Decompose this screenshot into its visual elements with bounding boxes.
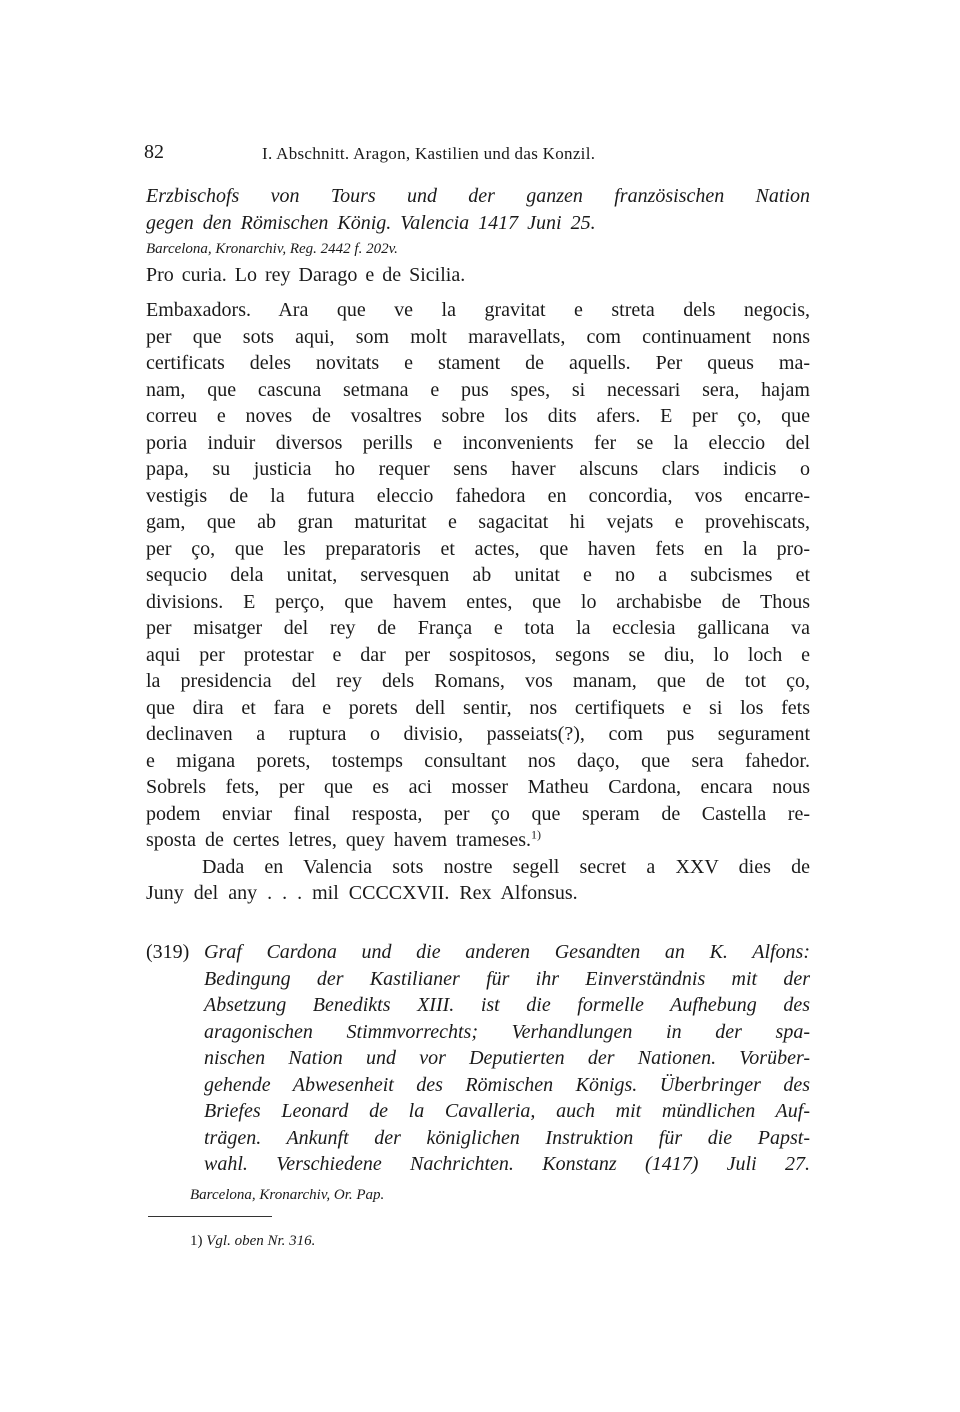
letter-line: per que sots aqui, som molt maravellats, com continuament nons (146, 325, 810, 348)
letter-line: que dira et fara e porets dell sentir, nos certifiquets e si los fets (146, 696, 810, 719)
letter-line-text: sposta de certes letres, quey havem trameses. (146, 829, 531, 851)
document-title (146, 183, 810, 289)
letter-line: Sobrels fets, per que es aci mosser Matheu Cardona, encara nous (146, 776, 810, 798)
entry-line: Briefes Leonard de la Cavalleria, auch mit mündlichen Auf- (204, 1100, 810, 1122)
letter-line: vestigis de la futura eleccio fahedora en concordia, vos encarre- (146, 484, 810, 507)
page-number: 82 (144, 141, 164, 163)
letter-line: podem enviar final resposta, per ço que speram de Castella re- (146, 802, 810, 825)
footnote (190, 1230, 315, 1252)
entry-line: wahl. Verschiedene Nachrichten. Konstanz (1417) Juli 27. (204, 1153, 810, 1175)
letter-line: nam, que cascuna setmana e pus spes, si necessari sera, hajam (146, 378, 810, 401)
closing-line: Dada en Valencia sots nostre segell secret a XXV dies de (202, 855, 810, 878)
source-citation: Barcelona, Kronarchiv, Reg. 2442 f. 202v. (146, 241, 398, 257)
letter-line: la presidencia del rey dels Romans, vos manam, que de tot ço, (146, 670, 810, 692)
footnote-marker: 1) (190, 1233, 203, 1249)
entry-line: Absetzung Benedikts XIII. ist die formelle Aufhebung des (204, 994, 810, 1016)
entry-line: aragonischen Stimmvorrechts; Verhandlungen in der spa- (204, 1020, 810, 1043)
letter-line: sequcio dela unitat, servesquen ab unitat e no a subcismes et (146, 564, 810, 586)
letter-line (146, 827, 810, 854)
letter-line: aqui per protestar e dar per sospitosos, segons se diu, lo loch e (146, 643, 810, 666)
running-title: I. Abschnitt. Aragon, Kastilien und das Konzil. (262, 144, 596, 163)
letter-line: certificats deles novitats e stament de aquells. Per queus ma- (146, 352, 810, 374)
letter-line: Embaxadors. Ara que ve la gravitat e streta dels negocis, (146, 299, 810, 321)
entry-line: Graf Cardona und die anderen Gesandten an K. Alfons: (204, 941, 810, 963)
title-line: gegen den Römischen König. Valencia 1417 Juni 25. (146, 211, 596, 234)
opening-line: Pro curia. Lo rey Darago e de Sicilia. (146, 264, 466, 286)
letter-line: per misatger del rey de França e tota la ecclesia gallicana va (146, 617, 810, 639)
letter-line: declinaven a ruptura o divisio, passeiats(?), com pus segurament (146, 723, 810, 745)
letter-line: poria induir diversos perills e inconvenients fer se la eleccio del (146, 431, 810, 454)
entry-line: nischen Nation und vor Deputierten der Nationen. Vorüber- (204, 1047, 810, 1069)
entry-source: Barcelona, Kronarchiv, Or. Pap. (190, 1187, 385, 1203)
footnote-text: Vgl. oben Nr. 316. (206, 1233, 316, 1249)
letter-line: papa, su justicia ho requer sens haver alscuns clars indicis o (146, 458, 810, 480)
closing-line: Juny del any . . . mil CCCCXVII. Rex Alfonsus. (146, 882, 578, 904)
footnote-ref: 1) (530, 827, 541, 842)
entry-summary (204, 939, 810, 1178)
letter-line: per ço, que les preparatoris et actes, que haven fets en la pro- (146, 537, 810, 560)
entry-number: (319) (146, 941, 190, 963)
entry-line: gehende Abwesenheit des Römischen Königs. Überbringer des (204, 1073, 810, 1096)
letter-line: gam, que ab gran maturitat e sagacitat hi vejats e provehiscats, (146, 511, 810, 533)
title-line: Erzbischofs von Tours und der ganzen französischen Nation (146, 185, 810, 207)
letter-body (146, 297, 810, 907)
letter-line: divisions. E perço, que havem entes, que lo archabisbe de Thous (146, 590, 810, 613)
letter-line: correu e noves de vosaltres sobre los dits afers. E per ço, que (146, 405, 810, 427)
footnote-divider (148, 1216, 272, 1217)
entry-line: trägen. Ankunft der königlichen Instruktion für die Papst- (204, 1126, 810, 1149)
entry-line: Bedingung der Kastilianer für ihr Einverständnis mit der (204, 967, 810, 990)
letter-line: e migana porets, tostemps consultant nos daço, que sera fahedor. (146, 749, 810, 772)
